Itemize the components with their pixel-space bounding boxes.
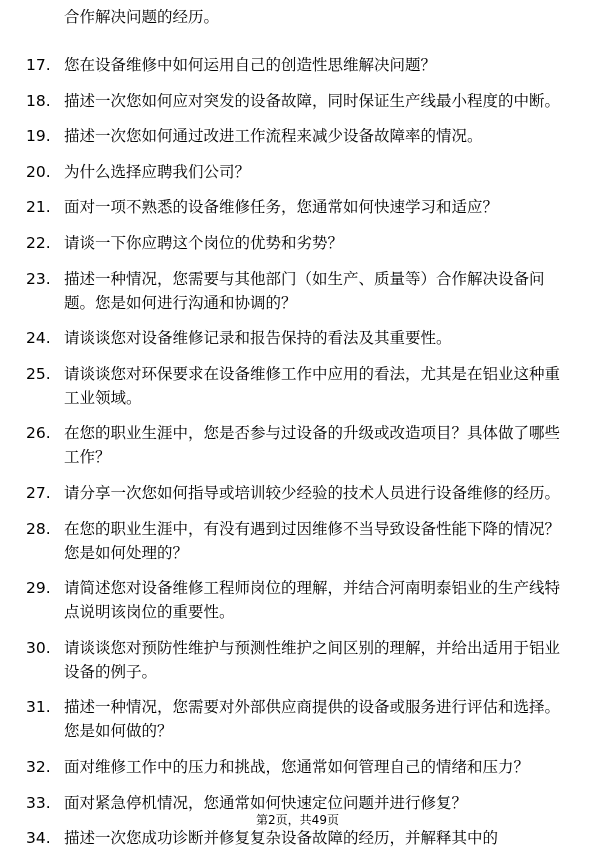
list-item bbox=[0, 231, 595, 255]
list-item bbox=[0, 160, 595, 184]
question-text: 面对一项不熟悉的设备维修任务，您通常如何快速学习和适应？ bbox=[64, 198, 499, 217]
question-text: 在您的职业生涯中，有没有遇到过因维修不当导致设备性能下降的情况？您是如何处理的？ bbox=[64, 519, 561, 562]
question-text: 请谈一下你应聘这个岗位的优势和劣势？ bbox=[64, 233, 344, 252]
list-item bbox=[0, 695, 595, 743]
list-item bbox=[0, 517, 595, 565]
list-item bbox=[0, 326, 595, 350]
question-text: 您在设备维修中如何运用自己的创造性思维解决问题？ bbox=[64, 56, 437, 74]
list-item bbox=[0, 636, 595, 684]
question-number: 28. bbox=[26, 519, 51, 538]
question-number: 30. bbox=[26, 638, 51, 657]
question-number: 26. bbox=[26, 424, 51, 443]
list-item bbox=[0, 755, 595, 779]
list-item bbox=[0, 362, 595, 410]
question-text: 描述一次您成功诊断并修复复杂设备故障的经历，并解释其中的 bbox=[64, 829, 499, 848]
question-text: 描述一种情况，您需要对外部供应商提供的设备或服务进行评估和选择。您是如何做的？ bbox=[64, 698, 561, 741]
question-number: 31. bbox=[26, 698, 51, 717]
question-text: 在您的职业生涯中，您是否参与过设备的升级或改造项目？具体做了哪些工作？ bbox=[64, 424, 561, 467]
question-text: 请简述您对设备维修工程师岗位的理解，并结合河南明泰铝业的生产线特点说明该岗位的重要性。 bbox=[64, 579, 561, 622]
question-number: 19. bbox=[26, 127, 51, 146]
question-number: 34. bbox=[26, 829, 51, 848]
question-number: 29. bbox=[26, 579, 51, 598]
question-text: 描述一次您如何应对突发的设备故障，同时保证生产线最小程度的中断。 bbox=[64, 91, 561, 110]
question-number: 20. bbox=[26, 162, 51, 181]
list-item bbox=[0, 53, 595, 77]
list-item bbox=[0, 791, 595, 815]
list-item bbox=[0, 124, 595, 148]
question-text: 请谈谈您对设备维修记录和报告保持的看法及其重要性。 bbox=[64, 329, 452, 348]
question-number: 27. bbox=[26, 483, 51, 502]
list-item bbox=[0, 195, 595, 219]
question-text: 面对维修工作中的压力和挑战，您通常如何管理自己的情绪和压力？ bbox=[64, 757, 530, 776]
question-text: 描述一次您如何通过改进工作流程来减少设备故障率的情况。 bbox=[64, 127, 483, 146]
question-number: 23. bbox=[26, 269, 51, 288]
question-list bbox=[0, 53, 595, 850]
question-number: 21. bbox=[26, 198, 51, 217]
question-number: 32. bbox=[26, 757, 51, 776]
question-number: 17. bbox=[26, 56, 51, 74]
question-number: 24. bbox=[26, 329, 51, 348]
question-number: 25. bbox=[26, 364, 51, 383]
page-number-footer: 第2页，共49页 bbox=[256, 813, 339, 827]
question-text: 为什么选择应聘我们公司？ bbox=[64, 162, 251, 181]
list-item bbox=[0, 267, 595, 315]
question-text: 请谈谈您对环保要求在设备维修工作中应用的看法，尤其是在铝业这种重工业领域。 bbox=[64, 364, 561, 407]
question-text: 请分享一次您如何指导或培训较少经验的技术人员进行设备维修的经历。 bbox=[64, 483, 561, 502]
continued-question-text: 合作解决问题的经历。 bbox=[64, 8, 220, 26]
list-item bbox=[0, 826, 595, 850]
question-text: 面对紧急停机情况，您通常如何快速定位问题并进行修复？ bbox=[64, 793, 468, 812]
list-item bbox=[0, 421, 595, 469]
question-number: 33. bbox=[26, 793, 51, 812]
question-text: 描述一种情况，您需要与其他部门（如生产、质量等）合作解决设备问题。您是如何进行沟通和协调的？ bbox=[64, 269, 545, 312]
list-item bbox=[0, 481, 595, 505]
question-number: 22. bbox=[26, 233, 51, 252]
question-text: 请谈谈您对预防性维护与预测性维护之间区别的理解，并给出适用于铝业设备的例子。 bbox=[64, 638, 561, 681]
question-number: 18. bbox=[26, 91, 51, 110]
list-item bbox=[0, 89, 595, 113]
list-item bbox=[0, 576, 595, 624]
